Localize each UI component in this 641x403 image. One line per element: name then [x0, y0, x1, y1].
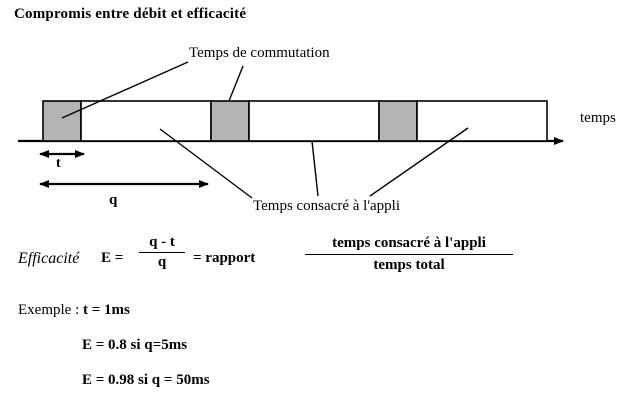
- switch-block: [379, 101, 417, 141]
- appli-leader-lines: [160, 128, 468, 198]
- app-block: [81, 101, 211, 141]
- example-line-0: Exemple : t = 1ms: [18, 302, 130, 318]
- formula-ratio-bar: [305, 254, 513, 255]
- formula-ratio: [305, 234, 513, 275]
- app-block: [249, 101, 379, 141]
- example-line-2: E = 0.98 si q = 50ms: [82, 372, 210, 388]
- formula-fraction-qt: [139, 234, 185, 271]
- formula-equals-rapport: = rapport: [193, 250, 256, 266]
- formula-ratio-numerator: temps consacré à l'appli: [332, 235, 486, 251]
- label-q: q: [109, 192, 118, 208]
- example-line-1: E = 0.8 si q=5ms: [82, 337, 188, 353]
- formula-fraction-bar: [139, 252, 185, 253]
- formula-e-equals: E =: [101, 250, 124, 266]
- app-block: [417, 101, 547, 141]
- switch-block: [43, 101, 81, 141]
- label-temps-commutation: Temps de commutation: [189, 45, 330, 61]
- page-title: Compromis entre débit et efficacité: [14, 6, 247, 22]
- formula-efficacite-label: Efficacité: [18, 250, 80, 267]
- formula-ratio-denominator: temps total: [373, 257, 445, 273]
- commutation-leader-lines: [62, 62, 243, 118]
- efficiency-formula: [18, 234, 618, 284]
- formula-fraction-numerator: q - t: [149, 234, 175, 250]
- label-t: t: [56, 156, 61, 171]
- formula-fraction-denominator: q: [157, 254, 167, 270]
- timeline-blocks: [43, 101, 547, 141]
- switch-block: [211, 101, 249, 141]
- label-temps-appli: Temps consacré à l'appli: [253, 198, 401, 214]
- label-axis-temps: temps: [580, 110, 616, 126]
